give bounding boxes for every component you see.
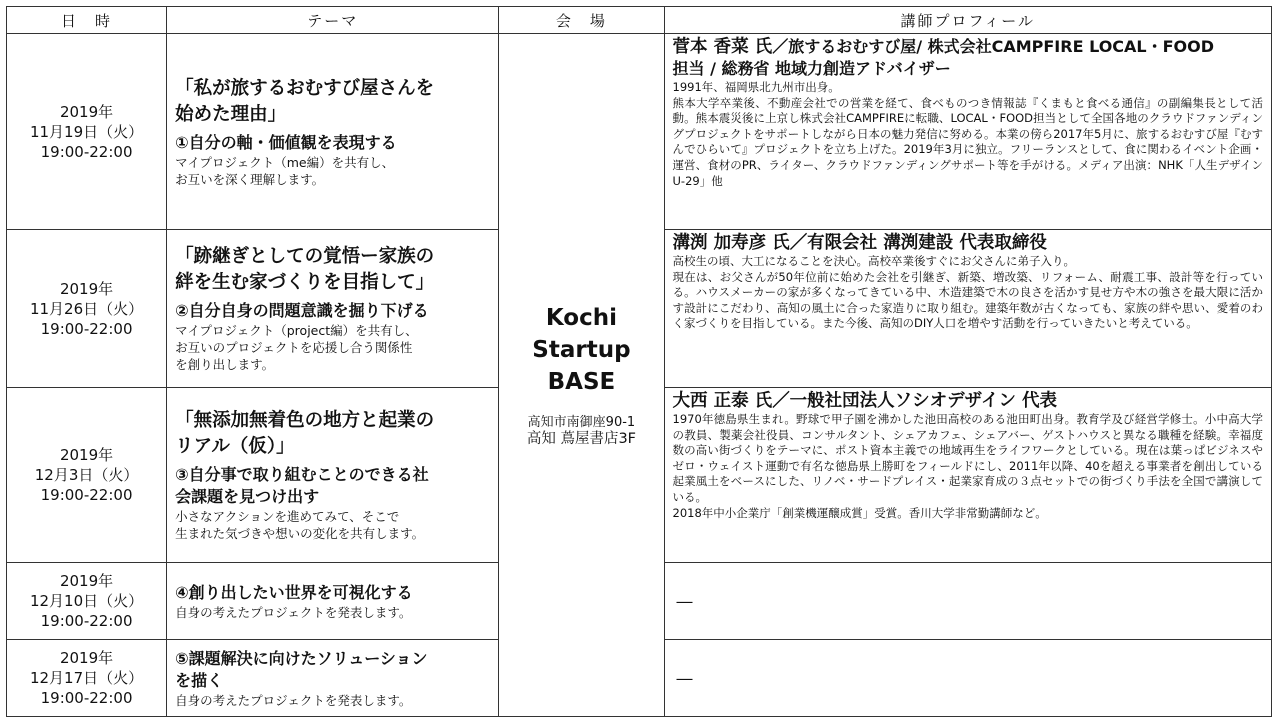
theme-title: リアル（仮）」 [175,436,295,457]
theme-title: 「私が旅するおむすび屋さんを [175,77,435,99]
session-date [7,640,167,717]
date-time: 19:00-22:00 [40,142,133,161]
date-time: 19:00-22:00 [40,319,133,338]
lecturer-affiliation: 担当 / 総務省 地域力創造アドバイザー [672,59,951,78]
date-day: 11月26日（火） [29,299,144,318]
lecturer-heading [673,390,1264,412]
lecturer-bio: 現在は、お父さんが50年位前に始めた会社を引継ぎ、新築、増改築、リフォーム、耐震工事、設計等を行っている。ハウスメーカーの家が多くなってきている中、木造建築で木の良さを活かす見せ方や木の強さを最大限に活かす設計にこだわり、高知の風土に合った家造りに取り組む。建築年数が古くなっても、家族の絆や思い、愛着のわく家づくりを目指している。また今後、高知のDIY人口を増やす活動を行っていきたいと考えている。 [672,269,1263,331]
header-venue: 会 場 [499,7,664,34]
venue-name: BASE [547,369,616,395]
theme-desc: 生まれた気づきや想いの変化を共有します。 [175,526,425,541]
session-date [7,230,167,388]
lecturer-profile [664,230,1272,388]
theme-desc: を創り出します。 [175,357,275,372]
session-date [7,34,167,230]
date-year: 2019年 [59,572,114,590]
theme-desc: 自身の考えたプロジェクトを発表します。 [175,604,412,620]
session-theme [167,640,499,717]
venue-address: 高知市南御座90-1 [527,415,636,430]
header-row [7,7,1272,34]
lecturer-name: 溝渕 加寿彦 氏 [672,233,790,253]
date-year: 2019年 [59,446,114,464]
date-year: 2019年 [59,279,114,298]
theme-heading: ①自分の軸・価値観を表現する [175,132,397,152]
date-day: 12月10日（火） [29,592,144,610]
session-date [7,388,167,563]
venue-name: Kochi [545,305,617,331]
schedule-table [6,6,1272,717]
theme-heading: ②自分自身の問題意識を掘り下げる [175,301,429,320]
lecturer-bio: 1970年徳島県生まれ。野球で甲子園を沸かした池田高校のある池田町出身。教育学及び経営学修士。小中高大学の教員、製薬会社役員、コンサルタント、シェアカフェ、シェアバー、ゲストハウスと異なる職種を経験。幸福度数の高い街づくりをテーマに、ポスト資本主義での地域再生をライフワークとしている。現在は葉っぱビジネスやゼロ・ウェイスト運動で有名な徳島県上勝町をフィールドにし、2011年以降、40を超える事業者を創出している起業風土をベースにした、リノベ・サードプレイス・起業家育成の３点セットでの街づくり手法を全国で講演している。 [672,412,1263,504]
session-row-1 [7,34,1272,230]
date-time: 19:00-22:00 [40,612,133,630]
theme-title: 始めた理由」 [175,103,287,125]
date-year: 2019年 [59,649,114,667]
theme-title: 「無添加無着色の地方と起業の [175,410,435,431]
theme-heading: 会課題を見つけ出す [175,487,320,506]
header-date: 日 時 [7,7,167,34]
venue-name: Startup [532,337,631,363]
lecturer-profile [664,388,1272,563]
session-theme [167,230,499,388]
lecturer-bio: 熊本大学卒業後、不動産会社での営業を経て、食べものつき情報誌『くまもと食べる通信』の副編集長として活動。熊本震災後に上京し株式会社CAMPFIREに転職、LOCAL・FOOD担当として全国各地のクラウドファンディングプロジェクトをサポートしながら日本の魅力発信に努める。本業の傍ら2017年5月に、旅するおむすび屋『むすんでひらいて』プロジェクトを立ち上げた。2019年3月に独立。フリーランスとして、食に関わるイベント企画・運営、食材のPR、ライター、クラウドファンディングサポート等を手がける。メディア出演：NHK「人生デザインU-29」他 [672,95,1263,188]
date-day: 12月17日（火） [29,669,144,687]
theme-heading: ③自分事で取り組むことのできる社 [175,465,429,484]
lecturer-bio: 1991年、福岡県北九州市出身。 [672,80,840,94]
theme-title: 「跡継ぎとしての覚悟ー家族の [175,246,435,267]
theme-desc: お互いを深く理解します。 [175,171,325,187]
lecturer-affiliation: ／旅するおむすび屋/ 株式会社CAMPFIRE LOCAL・FOOD [772,37,1215,56]
theme-title: 絆を生む家づくりを目指して」 [175,272,435,293]
lecturer-bio: 高校生の頃、大工になることを決心。高校卒業後すぐにお父さんに弟子入り。 [672,254,1075,268]
header-profile: 講師プロフィール [664,7,1272,34]
venue-address: 高知 蔦屋書店3F [526,431,637,447]
date-time: 19:00-22:00 [40,486,133,504]
theme-heading: を描く [175,670,224,690]
lecturer-profile-empty: ― [664,640,1272,717]
header-theme: テーマ [167,7,499,34]
session-theme [167,388,499,563]
theme-desc: マイプロジェクト（project編）を共有し、 [175,323,418,338]
date-day: 12月3日（火） [34,466,139,484]
lecturer-profile-empty: ― [664,563,1272,640]
session-date [7,563,167,640]
theme-desc: 自身の考えたプロジェクトを発表します。 [175,692,412,708]
lecturer-heading [673,232,1264,254]
lecturer-heading [673,36,1264,58]
theme-desc: 小さなアクションを進めてみて、そこで [175,509,400,524]
session-theme [167,34,499,230]
date-year: 2019年 [59,102,114,121]
theme-desc: マイプロジェクト（me編）を共有し、 [175,154,395,170]
date-day: 11月19日（火） [29,122,144,141]
theme-heading: ⑤課題解決に向けたソリューション [175,648,428,668]
lecturer-affiliation: ／一般社団法人ソシオデザイン 代表 [772,391,1058,411]
venue-cell [499,34,664,717]
session-theme [167,563,499,640]
lecturer-name: 菅本 香菜 氏 [672,37,773,57]
theme-heading: ④創り出したい世界を可視化する [175,582,413,602]
lecturer-profile [664,34,1272,230]
lecturer-name: 大西 正泰 氏 [672,391,773,411]
lecturer-affiliation: ／有限会社 溝渕建設 代表取締役 [789,233,1047,253]
theme-desc: お互いのプロジェクトを応援し合う関係性 [175,340,413,355]
date-time: 19:00-22:00 [40,689,133,707]
lecturer-bio: 2018年中小企業庁「創業機運醸成賞」受賞。香川大学非常勤講師など。 [672,505,1047,520]
